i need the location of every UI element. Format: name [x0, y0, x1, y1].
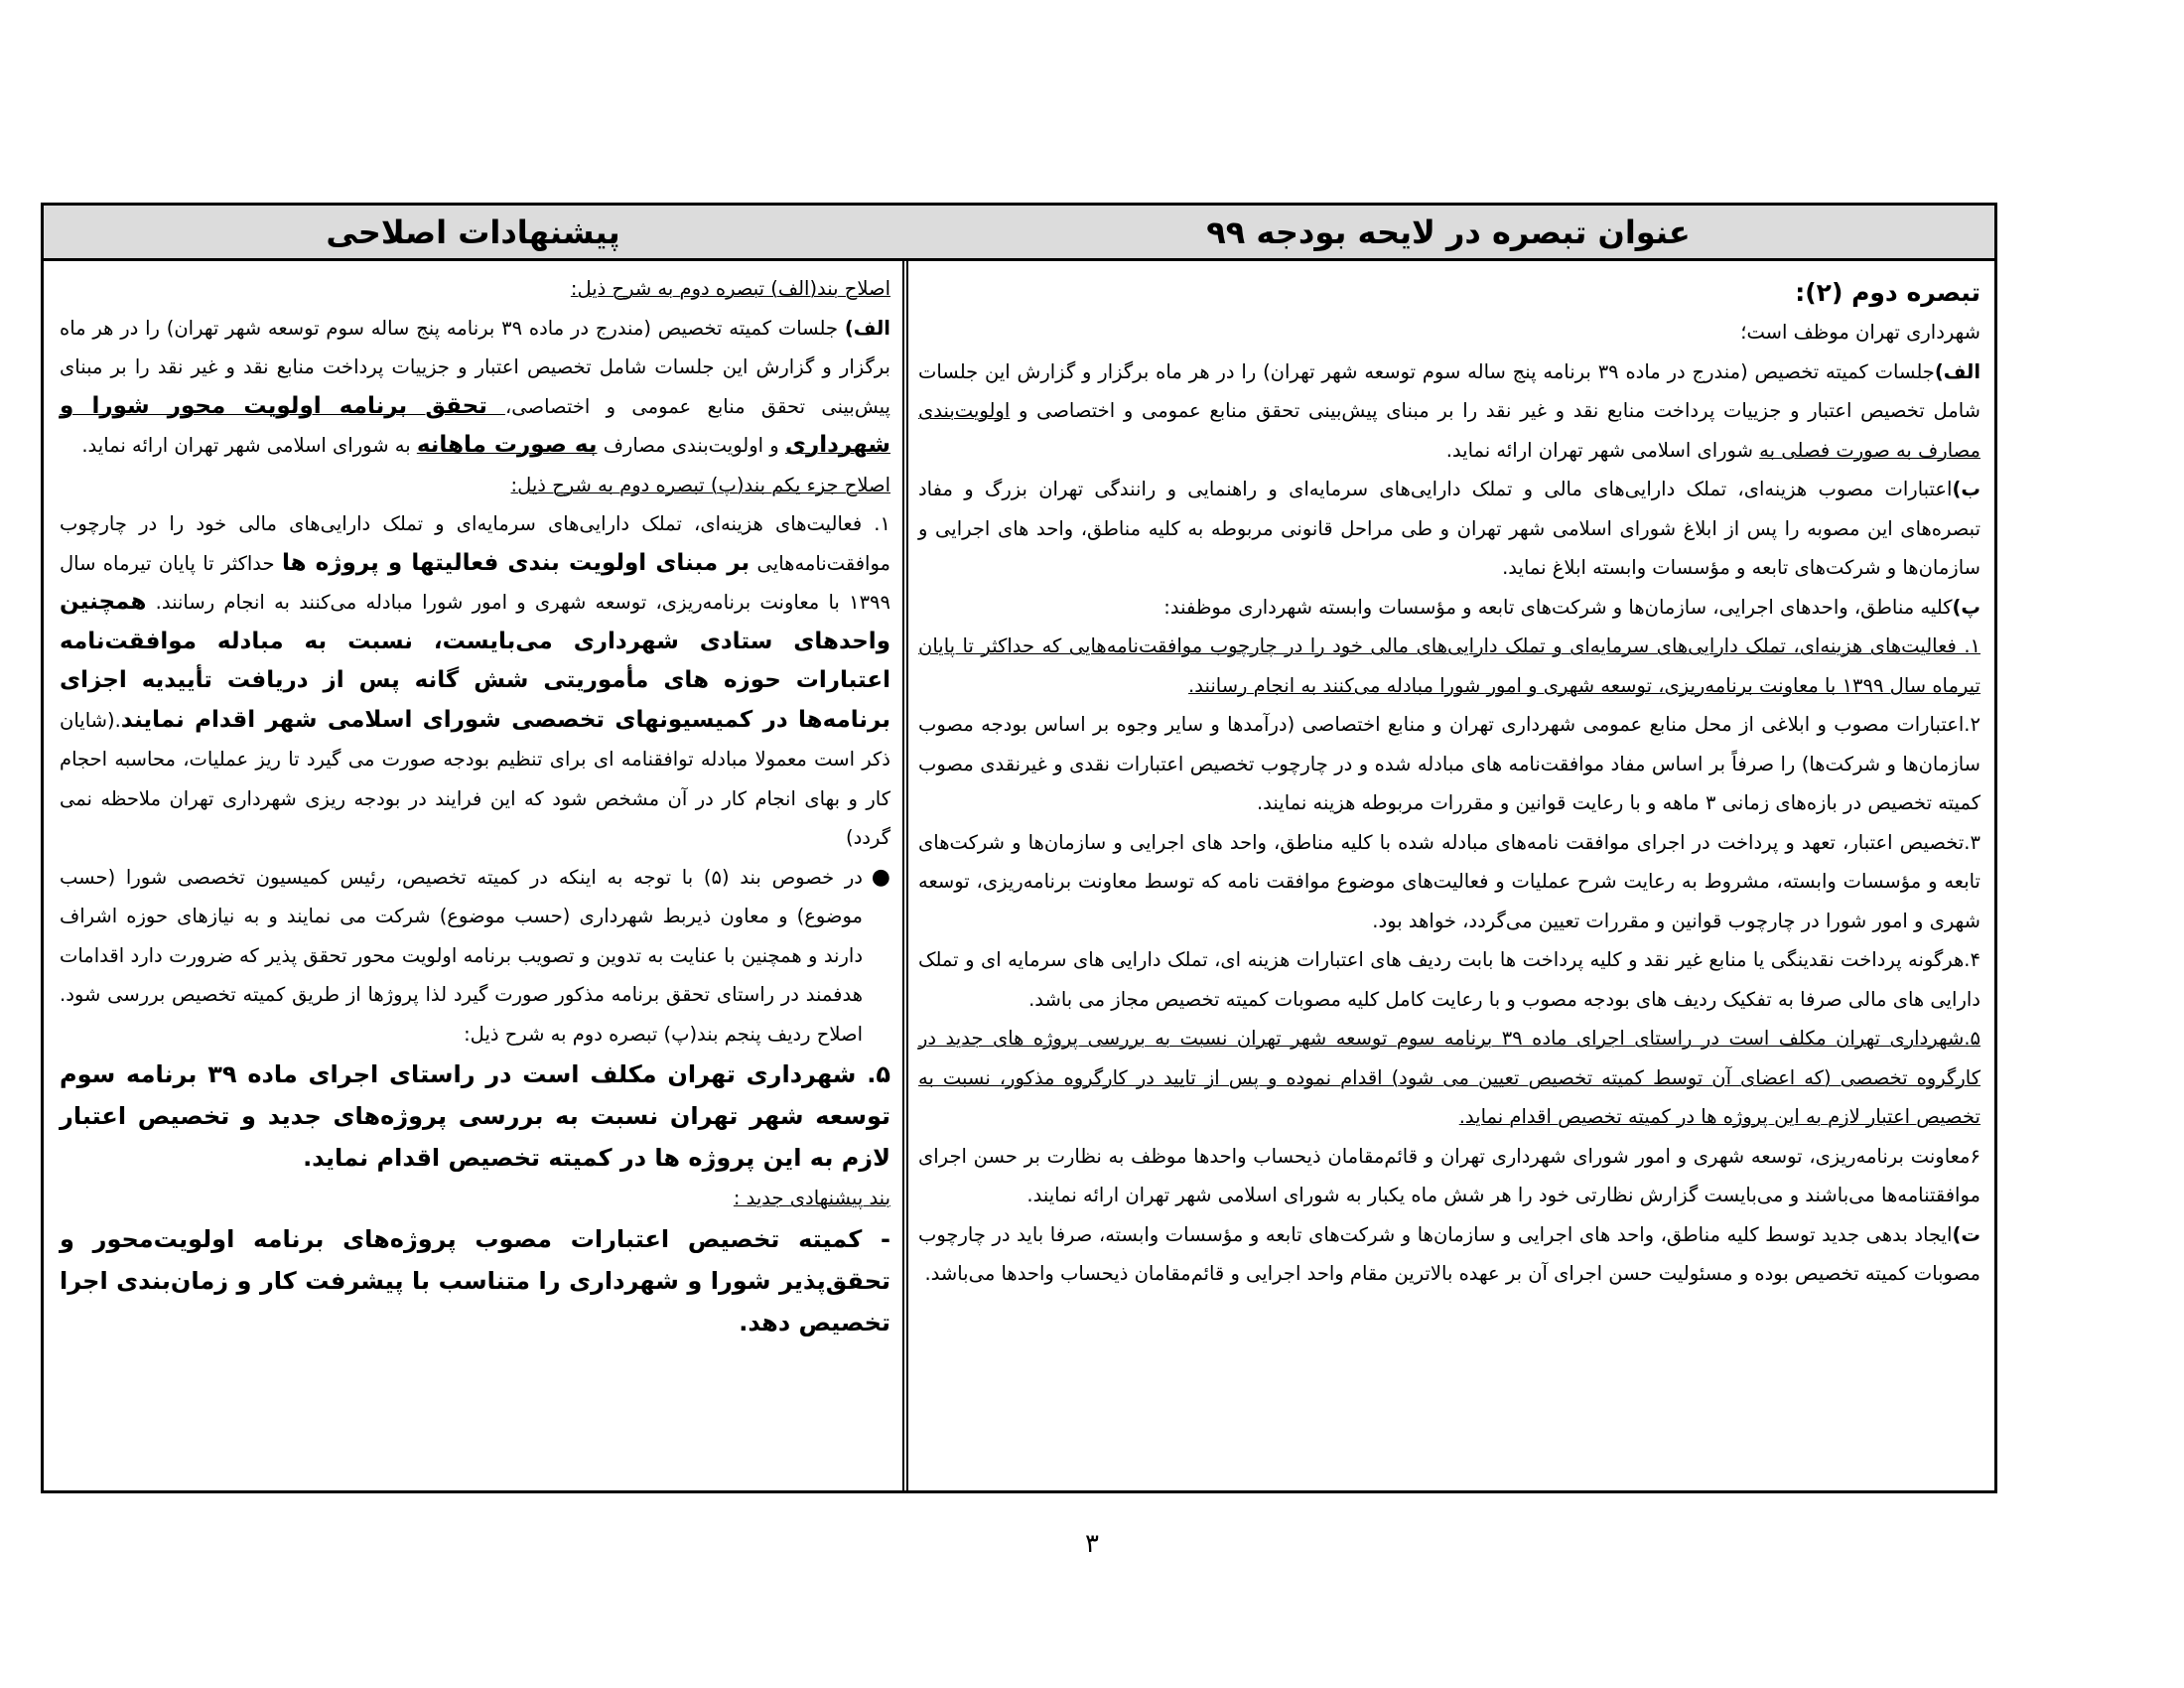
clause-item-6: ۶معاونت برنامه‌ریزی، توسعه شهری و امور شورای شهرداری تهران و قائم‌مقامان ذیحساب واحدها موظف به نظارت بر حسن اجرای موافقتنامه‌ها می‌باشند و می‌بایست گزارش نظارتی خود را هر شش ماه یکبار به شورای اسلامی شهر تهران ارائه نمایند. — [918, 1144, 1980, 1206]
clause-te — [918, 1215, 1980, 1294]
alef-label: الف) — [1934, 359, 1981, 383]
suggested-pe-item-1 — [60, 504, 890, 858]
te-text: ایجاد بدهی جدید توسط کلیه مناطق، واحد های اجرایی و سازمان‌ها و شرکت‌های تابعه و مؤسسات وابسته، صرفا باید در چارچوب مصوبات کمیته تخصیص بوده و مسئولیت حسن اجرای آن بر عهده بالاترین مقام واحد اجرایی و قائم‌مقامان ذیحساب واحدها می‌باشد. — [918, 1222, 1980, 1285]
pe1-start: ۱. فعالیت‌های هزینه‌ای، تملک دارایی‌های سرمایه‌ای و تملک دارایی‌های مالی خود را در چارچوب موافقت‌نامه‌هایی — [60, 512, 890, 575]
clause-item-2: ۲.اعتبارات مصوب و ابلاغی از محل منابع عمومی شهرداری تهران و منابع اختصاصی (درآمدها و سایر وجوه بر اساس بودجه مصوب سازمان‌ها و شرکت‌ها) را صرفاً بر اساس مفاد موافقت‌نامه های مبادله شده و در چارچوب تخصیص اعتبارات نقدی و غیرنقدی مصوب کمیته تخصیص در بازه‌های زمانی ۳ ماهه و با رعایت قوانین و مقررات مربوطه هزینه نمایند. — [918, 713, 1980, 814]
pe-text: کلیه مناطق، واحدهای اجرایی، سازمان‌ها و شرکت‌های تابعه و مؤسسات وابسته شهرداری موظفند: — [1163, 595, 1953, 619]
fix-pe-heading: اصلاح جزء یکم بند(پ) تبصره دوم به شرح ذیل: — [510, 473, 890, 496]
alef-text: جلسات کمیته تخصیص (مندرج در ماده ۳۹ برنامه پنج ساله سوم توسعه شهر تهران) را در هر ماه برگزار و گزارش این جلسات شامل تخصیص اعتبار و جزییات پرداخت منابع نقد و غیر نقد را بر مبنای پیش‌بینی تحقق منابع عمومی و اختصاصی و — [918, 359, 1981, 422]
pe1-end: .(شایان ذکر است معمولا مبادله توافقنامه ای برای تنظیم بودجه صورت می گیرد تا ریز عملیات، محاسبه احجام کار و بهای انجام کار در آن مشخص شود که این فرایند در بودجه ریزی شهرداری تهران ملاحظه نمی گردد) — [60, 708, 890, 849]
new-clause-text: - کمیته تخصیص اعتبارات مصوب پروژه‌های برنامه اولویت‌محور و تحقق‌پذیر شورا و شهرداری را متناسب با پیشرفت کار و زمان‌بندی اجرا تخصیص دهد. — [60, 1224, 890, 1336]
comparison-table — [41, 203, 1997, 1493]
fix-alef-heading: اصلاح بند(الف) تبصره دوم به شرح ذیل: — [570, 277, 890, 300]
pe1-mid: حداکثر تا پایان تیرماه سال ۱۳۹۹ با معاونت برنامه‌ریزی، توسعه شهری و امور شورا مبادله می‌کنند به انجام رسانند. — [60, 551, 890, 614]
alef-end: شورای اسلامی شهر تهران ارائه نماید. — [1445, 438, 1760, 462]
suggested-alef-end: به شورای اسلامی شهر تهران ارائه نماید. — [81, 434, 417, 457]
suggested-alef-label: الف) — [844, 316, 890, 340]
clause-alef — [918, 352, 1980, 471]
suggested-alef — [60, 309, 890, 466]
bullet-text: در خصوص بند (۵) با توجه به اینکه در کمیته تخصیص، رئیس کمیسیون تخصصی شورا (حسب موضوع) و معاون ذیربط شهرداری (حسب موضوع) شرکت می نمایند و به نیازهای حوزه اشراف دارند و همچنین با عنایت به تدوین و تصویب برنامه اولویت محور تحقق پذیر که ضرورت دارد اقدامات هدفمند در راستای تحقق برنامه مذکور صورت گیرد لذا پروژها از طریق کمیته تخصیص بررسی شود. اصلاح ردیف پنجم بند(پ) تبصره دوم به شرح ذیل: — [60, 865, 863, 1046]
new-clause-heading: بند پیشنهادی جدید : — [733, 1187, 890, 1209]
budget-clause-column — [902, 261, 1994, 1490]
clause-intro: شهرداری تهران موظف است؛ — [1740, 321, 1980, 344]
alef-underlined: اولویت‌بندی مصارف به صورت فصلی به — [918, 399, 1980, 462]
clause-be — [918, 470, 1980, 588]
suggested-alef-text: جلسات کمیته تخصیص (مندرج در ماده ۳۹ برنامه پنج ساله سوم توسعه شهر تهران) را در هر ماه برگزار و گزارش این جلسات شامل تخصیص اعتبار و جزییات پرداخت منابع نقد و غیر نقد را بر مبنای پیش‌بینی تحقق منابع عمومی و اختصاصی، — [60, 316, 890, 418]
header-suggestions-text: پیشنهادات اصلاحی — [326, 212, 620, 251]
suggested-alef-bold2: به صورت ماهانه — [416, 432, 598, 458]
clause-item-1: ۱. فعالیت‌های هزینه‌ای، تملک دارایی‌های سرمایه‌ای و تملک دارایی‌های مالی خود را در چارچوب موافقت‌نامه‌هایی که حداکثر تا پایان تیرماه سال ۱۳۹۹ با معاونت برنامه‌ریزی، توسعه شهری و امور شورا مبادله می‌کنند به انجام رسانند. — [918, 634, 1980, 697]
pe-label: پ) — [1952, 595, 1980, 619]
suggested-alef-bold1: تحقق برنامه اولویت محور شورا و شهرداری — [60, 392, 890, 458]
header-suggestions — [44, 206, 902, 261]
bullet-dot-icon: ● — [871, 864, 890, 890]
pe1-bold2: همچنین واحدهای ستادی شهرداری می‌بایست، نسبت به مبادله موافقت‌نامه اعتبارات حوزه های مأموریتی شش گانه پس از دریافت تأییدیه اجزای برنامه‌ها در کمیسیونهای تخصصی شورای اسلامی شهر اقدام نمایند — [60, 589, 890, 733]
suggested-alef-mid: و اولویت‌بندی مصارف — [597, 434, 785, 457]
te-label: ت) — [1952, 1222, 1980, 1246]
clause-pe — [918, 588, 1980, 628]
page-number: ۳ — [1085, 1529, 1099, 1559]
clause-item-3: ۳.تخصیص اعتبار، تعهد و پرداخت در اجرای موافقت نامه‌های مبادله شده با کلیه مناطق، واحد های اجرایی و سازمان‌ها و شرکت‌های تابعه و مؤسسات وابسته، مشروط به رعایت شرح عملیات و فعالیت‌های موضوع موافقت نامه که توسط معاونت برنامه‌ریزی، توسعه شهری و امور شورا در چارچوب قوانین و مقررات تعیین می‌گردد، خواهد بود. — [918, 830, 1980, 932]
clause-item-5: ۵.شهرداری تهران مکلف است در راستای اجرای ماده ۳۹ برنامه سوم توسعه شهر تهران نسبت به بررسی پروژه های جدید در کارگروه تخصصی (که اعضای آن توسط کمیته تخصیص تعیین می شود) اقدام نموده و پس از تایید در کارگروه مذکور، نسبت به تخصیص اعتبار لازم به این پروژه ها در کمیته تخصیص اقدام نماید. — [918, 1027, 1981, 1128]
suggested-item-5: ۵. شهرداری تهران مکلف است در راستای اجرای ماده ۳۹ برنامه سوم توسعه شهر تهران نسبت به بررسی پروژه‌های جدید و تخصیص اعتبار لازم به این پروژه ها در کمیته تخصیص اقدام نماید. — [60, 1060, 890, 1172]
suggestions-column — [44, 261, 902, 1490]
header-budget-clause — [902, 206, 1994, 261]
clause-item-4: ۴.هرگونه پرداخت نقدینگی یا منابع غیر نقد و کلیه پرداخت ها بابت ردیف های اعتبارات هزینه ای، تملک دارایی های سرمایه ای و تملک دارایی های مالی صرفا به تفکیک ردیف های بودجه مصوب و با رعایت کامل کلیه مصوبات کمیته تخصیص مجاز می باشد. — [918, 948, 1980, 1011]
bullet-note — [60, 858, 890, 1055]
clause-title: تبصره دوم (۲): — [1795, 278, 1980, 307]
header-budget-clause-text: عنوان تبصره در لایحه بودجه ۹۹ — [1206, 212, 1691, 251]
pe1-bold: بر مبنای اولویت بندی فعالیتها و پروژه ها — [281, 549, 751, 576]
be-label: ب) — [1952, 478, 1980, 500]
be-text: اعتبارات مصوب هزینه‌ای، تملک دارایی‌های مالی و تملک دارایی‌های سرمایه‌ای و راهنمایی و رانندگی تهران بزرگ و مفاد تبصره‌های این مصوبه را پس از ابلاغ شورای اسلامی شهر تهران و طی مراحل قانونی مربوطه به کلیه مناطق، واحد های اجرایی و سازمان‌ها و شرکت‌های تابعه و مؤسسات وابسته ابلاغ نماید. — [918, 478, 1980, 579]
